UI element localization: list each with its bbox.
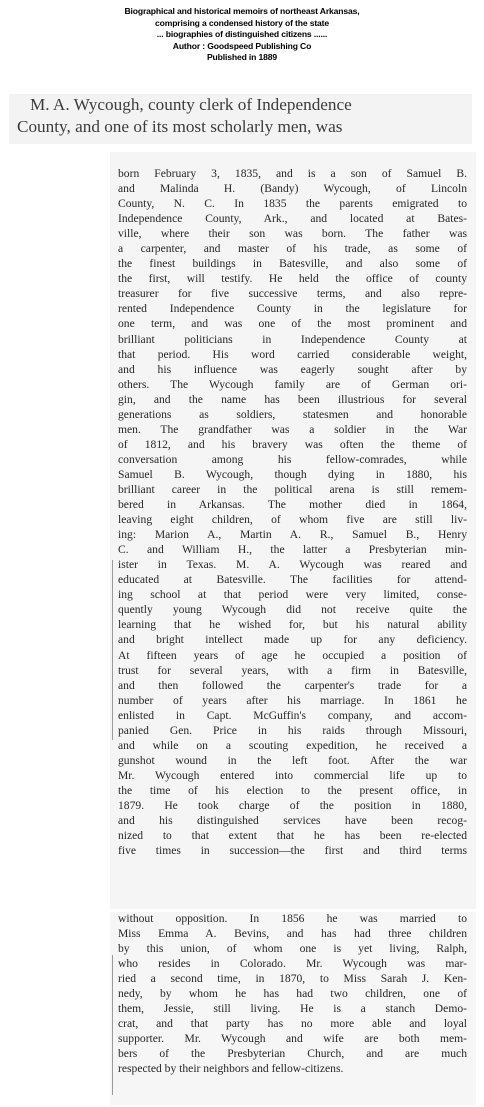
continuation-column [118,911,467,1077]
text-line: gunshot wound in the left foot. After the war [118,753,467,767]
text-line: that period. His word carried considerable weight, [118,347,467,361]
text-line: Independence County, Ark., and located at Bates- [118,212,467,226]
text-line: of 1812, and his bravery was often the theme of [118,437,467,451]
text-line: and then followed the carpenter's trade for a [118,678,467,692]
text-line: generations as soldiers, statesmen and honorable [118,407,467,421]
column-rule-left-lower [112,955,113,1095]
text-line: ing: Marion A., Martin A. R., Samuel B., Henry [118,528,467,542]
text-line: ister in Texas. M. A. Wycough was reared and [118,558,467,572]
text-line: nized to that extent that he has been re-elected [118,829,467,843]
text-line: respected by their neighbors and fellow-citizens. [118,1062,344,1076]
header-title-line: Biographical and historical memoirs of northeast Arkansas, [124,6,360,16]
text-line: and bright intellect made up for any deficiency. [118,633,467,647]
text-line: Samuel B. Wycough, though dying in 1880, his [118,467,467,481]
text-line: quently young Wycough did not receive quite the [118,603,467,617]
text-line: without opposition. In 1856 he was married to [118,912,467,925]
author-line: Author : Goodspeed Publishing Co [172,40,312,51]
text-line: them, Jessie, still living. He is a stanch Demo- [118,1002,467,1016]
text-line: treasurer for five successive terms, and also repre- [118,287,467,301]
text-line: brilliant politicians in Independence County at [118,332,467,346]
text-line: brilliant career in the political arena is still remem- [118,482,467,496]
text-line: and his distinguished services have been recog- [118,814,467,828]
text-line: panied Gen. Price in his raids through Missouri, [118,723,467,737]
text-line: At fifteen years of age he occupied a position of [118,648,467,662]
text-line: gin, and the name has been illustrious for several [118,392,467,406]
text-line: rented Independence County in the legislature for [118,302,467,316]
text-line: ing school at that period were very limited, conse- [118,588,467,602]
text-line: one term, and was one of the most prominent and [118,317,467,331]
text-line: by this union, of whom one is yet living, Ralph, [118,942,467,956]
text-line: Miss Emma A. Bevins, and has had three children [118,927,467,941]
text-line: crat, and that party has no more able and loyal [118,1017,467,1031]
text-line: conversation among his fellow-comrades, while [118,452,467,466]
intro-line: M. A. Wycough, county clerk of Independence [30,95,352,114]
text-line: the first, will testify. He held the office of county [118,272,467,286]
text-line: a carpenter, and master of his trade, as some of [118,242,467,256]
text-line: ried a second time, in 1870, to Miss Sarah J. Ken- [118,972,467,986]
text-line: Mr. Wycough entered into commercial life up to [118,768,467,782]
intro-line: County, and one of its most scholarly men, was [17,117,343,136]
text-line: the finest buildings in Batesville, and also some of [118,257,467,271]
text-line: 1879. He took charge of the position in 1880, [118,798,467,812]
text-line: men. The grandfather was a soldier in the War [118,422,467,436]
text-line: others. The Wycough family are of German ori- [118,377,467,391]
text-line: five times in succession—the first and third terms [118,844,467,858]
text-line: the time of his election to the present office, in [118,783,467,797]
document-header [0,6,484,64]
text-line: nedy, by whom he has had two children, one of [118,987,467,1001]
text-line: C. and William H., the latter a Presbyterian min- [118,543,467,557]
text-line: trust for several years, with a firm in Batesville, [118,663,467,677]
text-line: who resides in Colorado. Mr. Wycough was mar- [118,957,467,971]
body-column [118,166,467,858]
text-line: leaving eight children, of whom five are still liv- [118,513,467,527]
text-line: supporter. Mr. Wycough and wife are both mem- [118,1032,467,1046]
intro-paragraph [9,94,472,144]
text-line: born February 3, 1835, and is a son of Samuel B. [118,167,467,180]
column-rule-left [112,560,113,740]
text-line: number of years after his marriage. In 1861 he [118,693,467,707]
text-line: and Malinda H. (Bandy) Wycough, of Lincoln [118,182,467,196]
text-line: learning that he wished for, but his natural ability [118,618,467,632]
text-line: educated at Batesville. The facilities for attend- [118,573,467,587]
text-line: enlisted in Capt. McGuffin's company, and accom- [118,708,467,722]
header-title-line: ... biographies of distinguished citizens ...... [156,29,328,40]
published-line: Published in 1889 [206,52,278,63]
text-line: bers of the Presbyterian Church, and are much [118,1047,467,1061]
text-line: bered in Arkansas. The mother died in 1864, [118,498,467,512]
text-line: ville, where their son was born. The father was [118,227,467,241]
text-line: County, N. C. In 1835 the parents emigrated to [118,197,467,211]
text-line: and his influence was eagerly sought after by [118,362,467,376]
text-line: and while on a scouting expedition, he received a [118,738,467,752]
header-title-line: comprising a condensed history of the state [154,17,330,28]
